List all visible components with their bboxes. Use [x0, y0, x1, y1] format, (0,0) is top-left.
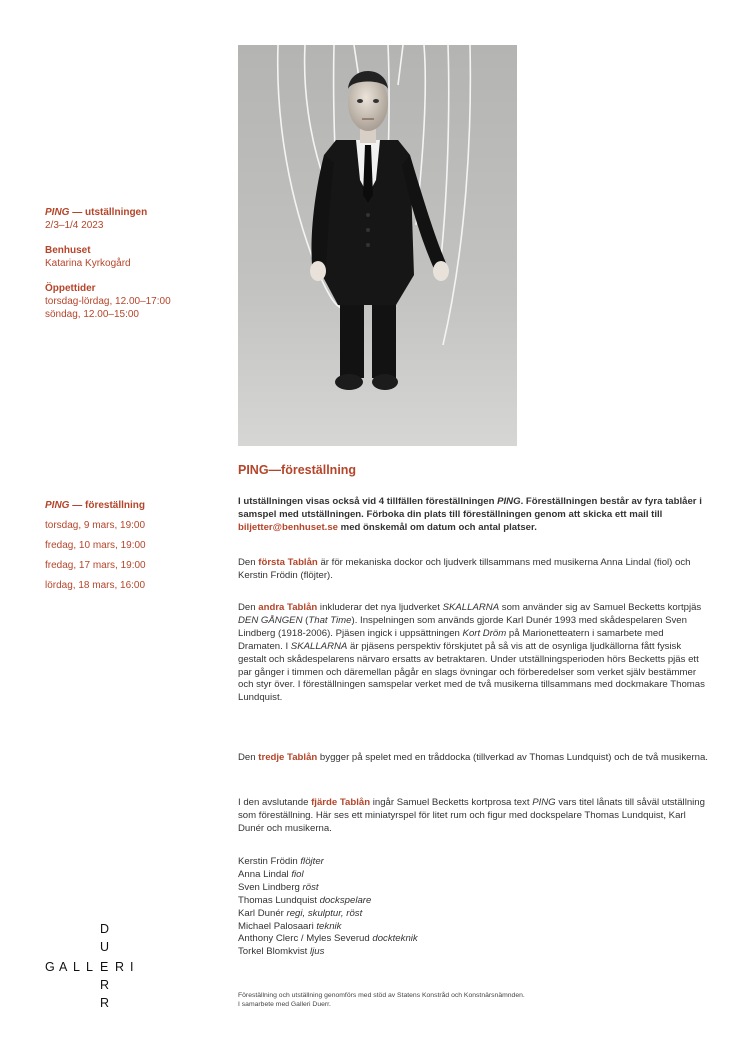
performance-heading: PING—föreställning	[238, 463, 357, 477]
credit-item: Kerstin Frödin flöjter	[238, 856, 324, 867]
credit-item: Michael Palosaari teknik	[238, 920, 342, 932]
exhibition-info	[45, 206, 171, 321]
credit-item: Anna Lindal fiol	[238, 868, 304, 880]
venue-place: Katarina Kyrkogård	[45, 258, 131, 269]
logo-letter: U	[100, 940, 110, 954]
logo-letter: L	[73, 960, 80, 974]
galleri-duerr-logo	[45, 922, 140, 1017]
logo-letter: I	[130, 960, 134, 974]
logo-letter: G	[45, 960, 55, 974]
performance-sidebar-title: PING — föreställning	[45, 500, 146, 511]
puppet-photo	[238, 45, 517, 446]
logo-letter: R	[115, 960, 125, 974]
footnote-line: Föreställning och utställning genomförs med stöd av Statens Konstråd och Konstnärsnämnden.	[238, 992, 525, 999]
logo-letter: R	[100, 996, 110, 1010]
hours-line: torsdag-lördag, 12.00–17:00	[45, 296, 171, 307]
tableau-4-paragraph: I den avslutande fjärde Tablån ingår Samuel Becketts kortprosa text PING vars titel lånats till såväl utställning som föreställning. Här ses ett miniatyrspel för litet rum och figur med dockspelare Thomas Lundquist, Karl Dunér och musikerna.	[238, 797, 705, 834]
tableau-2-paragraph: Den andra Tablån inkluderar det nya ljudverket SKALLARNA som använder sig av Samuel Becketts kortpjäs DEN GÅNGEN (That Time). Inspelningen som används gjorde Karl Dunér 1993 med skådespelaren Sven Lindberg (1918-2006). Pjäsen ingick i uppsättningen Kort Dröm på Marionetteatern i samarbete med Dramaten. I SKALLARNA är pjäsens perspektiv förskjutet på så vis att de osynliga ljudkällorna fått fysisk gestalt och skådespelarens närvaro ersatts av betraktaren. Under utställningsperioden hörs Becketts pjäs ett par gånger i timmen och däremellan pågår en slags övningar och förberedelser som verket själv bestämmer och styr över. I föreställningen samspelar verket med de två musikerna tillsammans med dockmakare Thomas Lundquist.	[238, 602, 705, 704]
logo-letter: E	[100, 960, 109, 974]
credits-list	[238, 856, 708, 959]
email-link[interactable]: biljetter@benhuset.se	[238, 521, 338, 533]
credit-item: Karl Dunér regi, skulptur, röst	[238, 907, 363, 919]
performance-date: fredag, 10 mars, 19:00	[45, 540, 146, 551]
performance-date: fredag, 17 mars, 19:00	[45, 560, 146, 571]
intro-paragraph: I utställningen visas också vid 4 tillfällen föreställningen PING. Föreställningen består av fyra tablåer i samspel med utställningen. Förboka din plats till föreställningen genom att skicka ett mail till biljetter@benhuset.se med önskemål om datum och antal platser.	[238, 496, 702, 533]
performance-date: torsdag, 9 mars, 19:00	[45, 520, 146, 531]
tableau-3-paragraph: Den tredje Tablån bygger på spelet med en tråddocka (tillverkad av Thomas Lundquist) och de två musikerna.	[238, 752, 708, 763]
footnote-line: I samarbete med Galleri Duerr.	[238, 1000, 331, 1008]
logo-letter: R	[100, 978, 110, 992]
hours-heading: Öppettider	[45, 283, 96, 294]
funding-footnote	[238, 992, 525, 1009]
exhibition-dates: 2/3–1/4 2023	[45, 220, 104, 231]
credit-item: Sven Lindberg röst	[238, 881, 319, 893]
venue-heading: Benhuset	[45, 245, 91, 256]
logo-letter: A	[59, 960, 68, 974]
logo-letter: L	[86, 960, 93, 974]
logo-letter: D	[100, 922, 110, 936]
marionette-illustration	[238, 45, 517, 446]
performance-schedule	[45, 496, 146, 596]
credit-item: Anthony Clerc / Myles Severud dockteknik	[238, 933, 418, 945]
exhibition-title: PING — utställningen	[45, 207, 148, 218]
performance-date: lördag, 18 mars, 16:00	[45, 580, 146, 591]
hours-line: söndag, 12.00–15:00	[45, 309, 139, 320]
credit-item: Torkel Blomkvist ljus	[238, 946, 325, 958]
tableau-1-paragraph: Den första Tablån är för mekaniska dockor och ljudverk tillsammans med musikerna Anna Lindal (fiol) och Kerstin Frödin (flöjter).	[238, 557, 691, 581]
credit-item: Thomas Lundquist dockspelare	[238, 894, 372, 906]
